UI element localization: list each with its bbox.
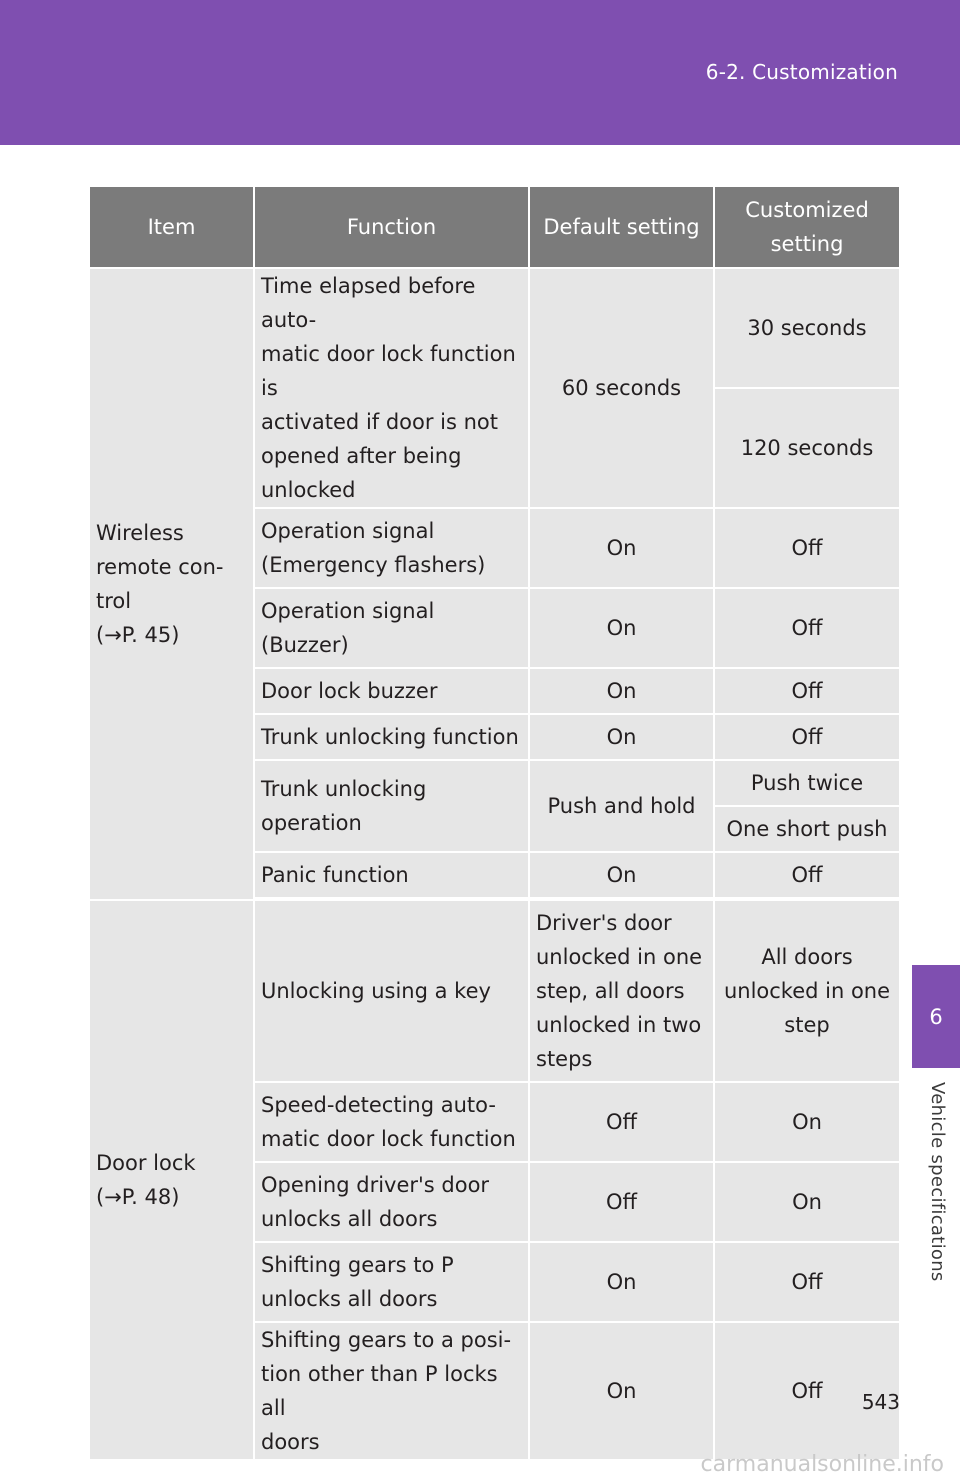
section-title: 6-2. Customization <box>705 60 898 84</box>
page-number: 543 <box>861 1390 900 1414</box>
function-cell: Speed-detecting auto- matic door lock function <box>254 1082 529 1162</box>
custom-cell: Push twice <box>714 760 900 806</box>
default-cell: On <box>529 852 714 898</box>
custom-cell: Off <box>714 852 900 898</box>
table-row <box>89 268 900 388</box>
custom-cell: All doors unlocked in one step <box>714 900 900 1082</box>
default-cell: On <box>529 1322 714 1460</box>
custom-cell: Off <box>714 1242 900 1322</box>
custom-cell: One short push <box>714 806 900 852</box>
column-header-customized: Customized setting <box>714 186 900 268</box>
function-cell: Operation signal (Emergency flashers) <box>254 508 529 588</box>
custom-cell: Off <box>714 508 900 588</box>
chapter-tab <box>912 965 960 1068</box>
default-cell: On <box>529 668 714 714</box>
default-cell: Off <box>529 1162 714 1242</box>
default-cell: On <box>529 508 714 588</box>
function-cell: Door lock buzzer <box>254 668 529 714</box>
function-cell: Shifting gears to P unlocks all doors <box>254 1242 529 1322</box>
chapter-number: 6 <box>929 1004 943 1029</box>
default-cell: Push and hold <box>529 760 714 852</box>
default-cell: On <box>529 714 714 760</box>
function-cell: Trunk unlocking function <box>254 714 529 760</box>
item-door-lock: Door lock (→P. 48) <box>89 900 254 1460</box>
default-cell: Driver's door unlocked in one step, all doors unlocked in two steps <box>529 900 714 1082</box>
table-header-row <box>89 186 900 268</box>
chapter-label: Vehicle specifications <box>927 1082 948 1282</box>
column-header-function: Function <box>254 186 529 268</box>
custom-cell: Off <box>714 588 900 668</box>
custom-cell: Off <box>714 668 900 714</box>
table-row <box>89 900 900 1082</box>
header-band <box>0 0 960 145</box>
function-cell: Panic function <box>254 852 529 898</box>
function-cell: Unlocking using a key <box>254 900 529 1082</box>
column-header-default: Default setting <box>529 186 714 268</box>
function-cell: Time elapsed before auto- matic door lock function is activated if door is not opened after being unlocked <box>254 268 529 508</box>
custom-cell: Off <box>714 714 900 760</box>
customization-table <box>88 185 901 1461</box>
function-cell: Operation signal (Buzzer) <box>254 588 529 668</box>
default-cell: Off <box>529 1082 714 1162</box>
default-cell: On <box>529 588 714 668</box>
item-wireless-remote: Wireless remote con- trol (→P. 45) <box>89 268 254 900</box>
custom-cell: Off <box>714 1322 900 1460</box>
default-cell: 60 seconds <box>529 268 714 508</box>
custom-cell: On <box>714 1162 900 1242</box>
custom-cell: 120 seconds <box>714 388 900 508</box>
function-cell: Opening driver's door unlocks all doors <box>254 1162 529 1242</box>
function-cell: Shifting gears to a posi- tion other than P locks all doors <box>254 1322 529 1460</box>
custom-cell: 30 seconds <box>714 268 900 388</box>
default-cell: On <box>529 1242 714 1322</box>
column-header-item: Item <box>89 186 254 268</box>
custom-cell: On <box>714 1082 900 1162</box>
watermark: carmanualsonline.info <box>700 1452 944 1477</box>
function-cell: Trunk unlocking operation <box>254 760 529 852</box>
